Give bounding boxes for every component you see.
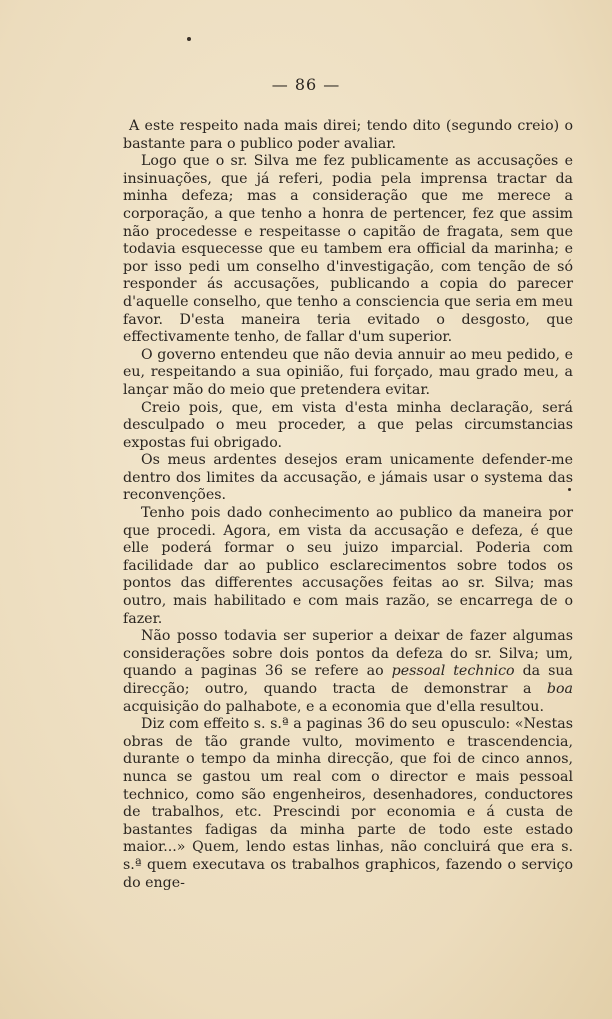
italic-term: boa [546,681,573,697]
paragraph: Os meus ardentes desejos eram unicamente defender-me dentro dos limites da accusação, e jámais usar o systema das reconvenções. [123,452,573,504]
paragraph: Logo que o sr. Silva me fez publicamente as accusações e insinuações, que já referi, podia pela imprensa tractar da minha defeza; mas a consideração que me merece a corporação, a que tenho a honra de pertencer, fez que assim não procedesse e respeitasse o capitão de fragata, sem que todavia esquecesse que eu tambem era official da marinha; e por isso pedi um conselho d'investigação, com tenção de só responder ás accusações, publicando a copia do parecer d'aquelle conselho, que tenho a consciencia que seria em meu favor. D'esta maneira teria evitado o desgosto, que effectivamente tenho, de fallar d'um superior. [123,153,573,346]
paragraph-text: acquisição do palhabote, e a economia que d'ella resultou. [123,698,544,715]
page-number: — 86 — [271,75,341,94]
paragraph [123,628,573,716]
paragraph: Tenho pois dado conhecimento ao publico da maneira por que procedi. Agora, em vista da accusação e defeza, é que elle poderá formar o seu juizo imparcial. Poderia com facilidade dar ao publico esclarecimentos sobre todos os pontos das differentes accusações feitas ao sr. Silva; mas outro, mais habilitado e com mais razão, se encarrega de o fazer. [123,505,573,627]
ink-spot [187,37,191,41]
italic-term: pessoal technico [391,663,515,680]
paragraph: A este respeito nada mais direi; tendo dito (segundo creio) o bastante para o publico poder avaliar. [123,118,573,152]
body-text [123,118,573,892]
paragraph: Creio pois, que, em vista d'esta minha declaração, será desculpado o meu proceder, a que pelas circumstancias expostas fui obrigado. [123,399,573,451]
paragraph-text: Não posso todavia ser superior a deixar de fazer algumas considerações sobre dois pontos da defeza do sr. Silva; um, quando a paginas 36 se refere ao [123,628,573,680]
paragraph-text: da sua direcção; outro, quando tracta de demonstrar a [123,663,573,697]
paragraph: Diz com effeito s. s.ª a paginas 36 do seu opusculo: «Nestas obras de tão grande vulto, movimento e trascendencia, durante o tempo da minha direcção, que foi de cinco annos, nunca se gastou um real com o director e mais pessoal technico, como são engenheiros, desenhadores, conductores de trabalhos, etc. Prescindi por economia e á custa de bastantes fadigas da minha parte de todo este estado maior...» Quem, lendo estas linhas, não concluirá que era s. s.ª quem executava os trabalhos graphicos, fazendo o serviço do enge- [123,716,573,891]
paragraph: O governo entendeu que não devia annuir ao meu pedido, e eu, respeitando a sua opinião, fui forçado, mau grado meu, a lançar mão do meio que pretendera evitar. [123,346,573,398]
